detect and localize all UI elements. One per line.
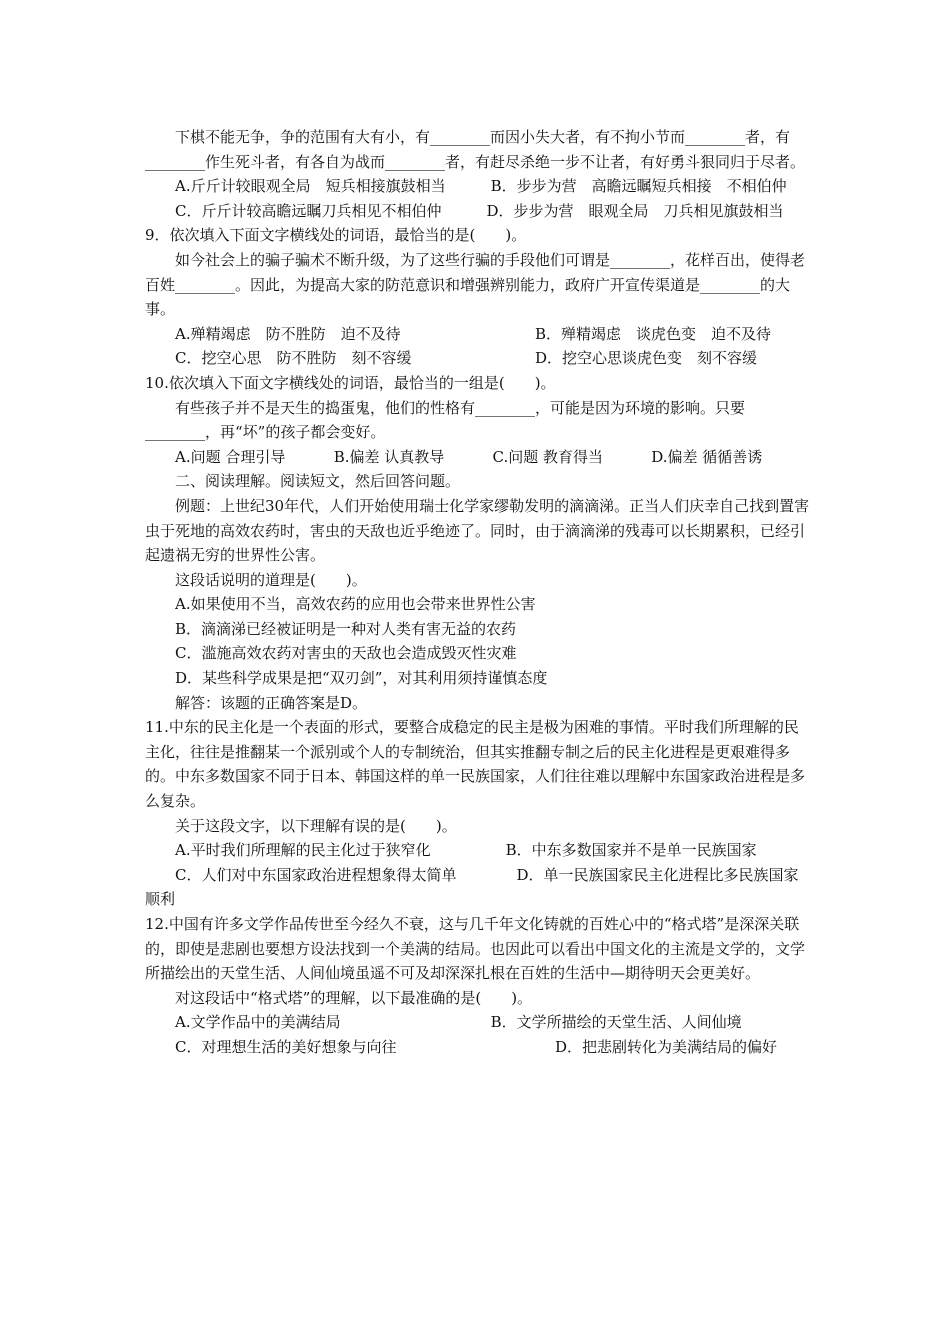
q12-option-d: D．把悲剧转化为美满结局的偏好 bbox=[555, 1037, 778, 1056]
example-option-d: D．某些科学成果是把“双刃剑”，对其利用须持谨慎态度 bbox=[175, 669, 548, 688]
example-option-b: B．滴滴涕已经被证明是一种对人类有害无益的农药 bbox=[175, 619, 517, 638]
q10-option-b: B.偏差 认真教导 bbox=[333, 447, 445, 466]
section2-heading: 二、阅读理解。阅读短文，然后回答问题。 bbox=[175, 472, 461, 491]
q8-options-cd bbox=[145, 199, 810, 224]
example-answer: 解答：该题的正确答案是D。 bbox=[175, 693, 368, 712]
example-option-a: A.如果使用不当，高效农药的应用也会带来世界性公害 bbox=[175, 595, 536, 614]
q11-options-cd bbox=[145, 863, 810, 912]
q11-option-a: A.平时我们所理解的民主化过于狭窄化 bbox=[175, 841, 431, 860]
q8-option-b: B．步步为营 高瞻远瞩短兵相接 不相伯仲 bbox=[490, 177, 787, 196]
q9-option-c: C．挖空心思 防不胜防 刻不容缓 bbox=[175, 349, 412, 368]
q9-option-b: B．殚精竭虑 谈虎色变 迫不及待 bbox=[535, 324, 772, 343]
q11-option-d: D．单一民族国家民主化进程比多民族国家顺利 bbox=[145, 865, 799, 909]
q8-options-ab bbox=[145, 174, 810, 199]
q12-option-a: A.文学作品中的美满结局 bbox=[175, 1013, 341, 1032]
q8-option-c: C．斤斤计较高瞻远瞩刀兵相见不相伯仲 bbox=[175, 201, 442, 220]
q11-options-ab bbox=[145, 838, 810, 863]
q11-option-b: B．中东多数国家并不是单一民族国家 bbox=[505, 841, 757, 860]
example-question: 这段话说明的道理是( )。 bbox=[175, 570, 367, 589]
q10-option-d: D.偏差 循循善诱 bbox=[651, 447, 763, 466]
q11-question: 关于这段文字，以下理解有误的是( )。 bbox=[175, 816, 457, 835]
q9-option-a: A.殚精竭虑 防不胜防 迫不及待 bbox=[175, 324, 401, 343]
q9-option-d: D．挖空心思谈虎色变 刻不容缓 bbox=[535, 349, 758, 368]
q12-option-c: C．对理想生活的美好想象与向往 bbox=[175, 1037, 397, 1056]
q10-options bbox=[145, 445, 810, 470]
example-option-c: C．滥施高效农药对害虫的天敌也会造成毁灭性灾难 bbox=[175, 644, 517, 663]
q12-options-cd bbox=[145, 1035, 810, 1060]
q10-option-a: A.问题 合理引导 bbox=[175, 447, 286, 466]
q12-option-b: B．文学所描绘的天堂生活、人间仙境 bbox=[490, 1013, 742, 1032]
q10-stem: 10.依次填入下面文字横线处的词语，最恰当的一组是( )。 bbox=[145, 373, 556, 392]
q10-option-c: C.问题 教育得当 bbox=[492, 447, 603, 466]
q9-passage: 如今社会上的骗子骗术不断升级，为了这些行骗的手段他们可谓是________，花样百出，使得老百姓________。因此，为提高大家的防范意识和增强辨别能力，政府广开宣传渠道是________的大事。 bbox=[145, 250, 806, 319]
q12-stem: 12.中国有许多文学作品传世至今经久不衰，这与几千年文化铸就的百姓心中的“格式塔”是深深关联的，即使是悲剧也要想方设法找到一个美满的结局。也因此可以看出中国文化的主流是文学的，文学所描绘出的天堂生活、人间仙境虽遥不可及却深深扎根在百姓的生活中—期待明天会更美好。 bbox=[145, 915, 806, 983]
q8-option-d: D．步步为营 眼观全局 刀兵相见旗鼓相当 bbox=[486, 201, 784, 220]
example-passage: 例题：上世纪30年代，人们开始使用瑞士化学家缪勒发明的滴滴涕。正当人们庆幸自己找到置害虫于死地的高效农药时，害虫的天敌也近乎绝迹了。同时，由于滴滴涕的残毒可以长期累积，已经引起遗祸无穷的世界性公害。 bbox=[145, 496, 810, 565]
q11-option-c: C．人们对中东国家政治进程想象得太简单 bbox=[175, 865, 457, 884]
q10-passage: 有些孩子并不是天生的捣蛋鬼，他们的性格有________，可能是因为环境的影响。只要________，再“坏”的孩子都会变好。 bbox=[145, 398, 746, 442]
q9-options-ab bbox=[145, 322, 810, 347]
q12-question: 对这段话中“格式塔”的理解，以下最准确的是( )。 bbox=[175, 988, 533, 1007]
q8-passage: 下棋不能无争，争的范围有大有小，有________而因小失大者，有不拘小节而________者，有________作生死斗者，有各自为战而________者，有赶尽杀绝一步不让者，有好勇斗狠同归于尽者。 bbox=[145, 128, 806, 171]
q11-stem: 11.中东的民主化是一个表面的形式，要整合成稳定的民主是极为困难的事情。平时我们所理解的民主化，往往是推翻某一个派别或个人的专制统治，但其实推翻专制之后的民主化进程是更艰难得多的。中东多数国家不同于日本、韩国这样的单一民族国家，人们往往难以理解中东国家政治进程是多么复杂。 bbox=[145, 718, 806, 811]
q9-stem: 9．依次填入下面文字横线处的词语，最恰当的是( )。 bbox=[145, 226, 527, 245]
exam-page bbox=[145, 125, 810, 1060]
q8-option-a: A.斤斤计较眼观全局 短兵相接旗鼓相当 bbox=[175, 177, 446, 196]
q9-options-cd bbox=[145, 346, 810, 371]
q12-options-ab bbox=[145, 1010, 810, 1035]
